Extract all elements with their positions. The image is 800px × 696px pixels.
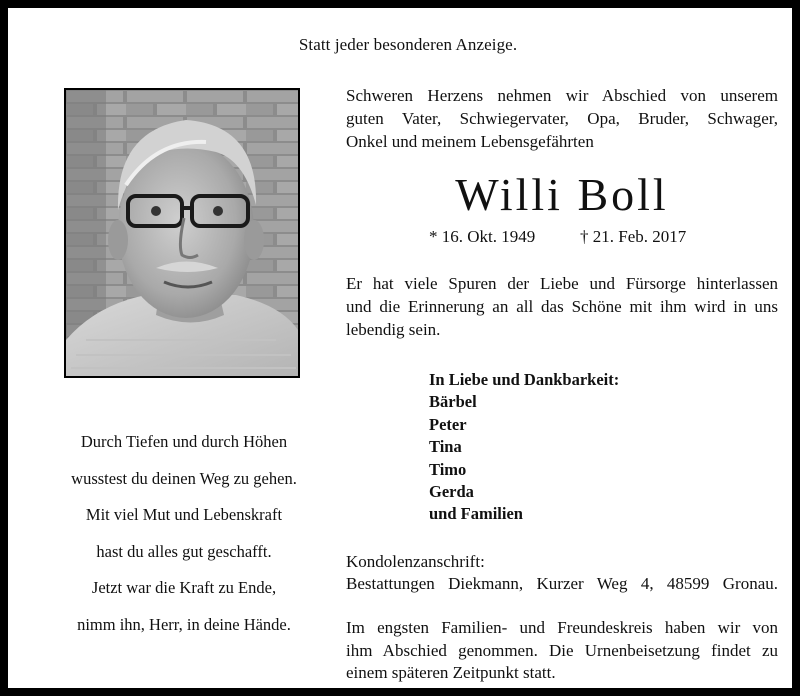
poem-line: wusstest du deinen Weg zu gehen. bbox=[71, 468, 297, 488]
tribute-text bbox=[346, 272, 778, 341]
condolence-label: Kondolenzanschrift: bbox=[346, 552, 485, 571]
deceased-name: Willi Boll bbox=[455, 169, 669, 220]
death-date: † 21. Feb. 2017 bbox=[580, 227, 687, 246]
family-member: und Familien bbox=[429, 504, 523, 524]
condolence-address-line: Bestattungen Diekmann, Kurzer Weg 4, 48599 Gronau. bbox=[346, 574, 778, 593]
intro-text bbox=[346, 84, 778, 153]
closing-line: ihm Abschied genommen. Die Urnenbeisetzung findet zu bbox=[346, 640, 778, 660]
poem-line: nimm ihn, Herr, in deine Hände. bbox=[77, 614, 291, 634]
tribute-line: lebendig sein. bbox=[346, 320, 441, 339]
condolence-address bbox=[346, 551, 778, 595]
tribute-line: und die Erinnerung an all das Schöne mit ihm wird in uns bbox=[346, 297, 778, 316]
family-member: Tina bbox=[429, 437, 462, 457]
closing-text bbox=[346, 617, 778, 685]
closing-line: einem späteren Zeitpunkt statt. bbox=[346, 663, 556, 682]
closing-line: Im engsten Familien- und Freundeskreis haben wir von bbox=[346, 618, 778, 637]
family-member: Gerda bbox=[429, 482, 474, 502]
header-notice: Statt jeder besonderen Anzeige. bbox=[298, 35, 518, 54]
family-member: Bärbel bbox=[429, 392, 477, 412]
family-member: Peter bbox=[429, 414, 467, 434]
poem-line: Jetzt war die Kraft zu Ende, bbox=[91, 578, 277, 597]
intro-line: Onkel und meinem Lebensgefährten bbox=[346, 132, 594, 151]
family-heading: In Liebe und Dankbarkeit: bbox=[429, 370, 620, 389]
tribute-line: Er hat viele Spuren der Liebe und Fürsorge hinterlassen bbox=[346, 274, 778, 293]
intro-line: Schweren Herzens nehmen wir Abschied von unserem bbox=[346, 86, 778, 105]
birth-date: * 16. Okt. 1949 bbox=[429, 227, 536, 246]
family-member: Timo bbox=[429, 459, 467, 479]
portrait-photo bbox=[64, 88, 300, 378]
poem-line: Mit viel Mut und Lebenskraft bbox=[85, 505, 283, 524]
family-list bbox=[429, 369, 619, 526]
intro-line: guten Vater, Schwiegervater, Opa, Bruder, Schwager, bbox=[346, 109, 778, 128]
portrait-image bbox=[66, 90, 298, 376]
poem-line: Durch Tiefen und durch Höhen bbox=[80, 432, 288, 451]
poem-line: hast du alles gut geschafft. bbox=[96, 541, 272, 561]
